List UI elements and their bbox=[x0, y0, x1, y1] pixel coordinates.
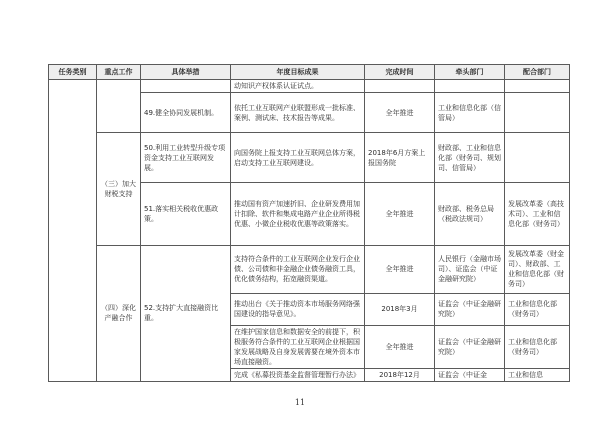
time-cell: 全年推进 bbox=[365, 325, 435, 368]
header-completion-time: 完成时间 bbox=[365, 65, 435, 80]
measure-cell: 51.落实相关税收优惠政策。 bbox=[141, 183, 231, 245]
header-specific-measures: 具体举措 bbox=[141, 65, 231, 80]
time-cell: 全年推进 bbox=[365, 93, 435, 133]
goal-cell: 支持符合条件的工业互联网企业发行企业债、公司债和非金融企业债务融资工具，优化债务结构，拓宽融资渠道。 bbox=[231, 245, 365, 293]
support-cell: 工业和信息化部（财务司） bbox=[505, 325, 570, 368]
support-cell bbox=[505, 80, 570, 93]
support-cell bbox=[505, 93, 570, 133]
lead-cell: 工业和信息化部（信管局） bbox=[435, 93, 505, 133]
measure-cell: 52.支持扩大直接融资比重。 bbox=[141, 245, 231, 381]
header-lead-department: 牵头部门 bbox=[435, 65, 505, 80]
header-annual-goal: 年度目标成果 bbox=[231, 65, 365, 80]
header-task-category: 任务类别 bbox=[49, 65, 97, 80]
key-work-cell: （四）深化产融合作 bbox=[97, 245, 141, 381]
lead-cell bbox=[435, 80, 505, 93]
goal-cell: 推动国有资产加速折旧、企业研发费用加计扣除、软件和集成电路产业企业所得税优惠、小微企业税收优惠等政策落实。 bbox=[231, 183, 365, 245]
time-cell: 2018年6月方案上报国务院 bbox=[365, 133, 435, 183]
support-cell: 发展改革委（财金司）、财政部、工业和信息化部（财务司） bbox=[505, 245, 570, 293]
key-work-cell: （三）加大财税支持 bbox=[97, 133, 141, 245]
goal-cell: 依托工业互联网产业联盟形成一批标准、案例、测试床、技术报告等成果。 bbox=[231, 93, 365, 133]
measure-cell bbox=[141, 80, 231, 93]
goal-cell: 动知识产权体系认证试点。 bbox=[231, 80, 365, 93]
measures-table bbox=[48, 64, 570, 382]
task-category-cell bbox=[49, 80, 97, 382]
lead-cell: 证监会（中证金 bbox=[435, 368, 505, 381]
time-cell bbox=[365, 80, 435, 93]
lead-cell: 证监会（中证金融研究院） bbox=[435, 325, 505, 368]
table-row bbox=[49, 245, 570, 293]
goal-cell: 推动出台《关于推动资本市场服务网络强国建设的指导意见》。 bbox=[231, 293, 365, 325]
time-cell: 2018年3月 bbox=[365, 293, 435, 325]
support-cell: 工业和信息 bbox=[505, 368, 570, 381]
goal-cell: 在维护国家信息和数据安全的前提下，积极服务符合条件的工业互联网企业根据国家发展战略及自身发展需要在境外资本市场直接融资。 bbox=[231, 325, 365, 368]
key-work-cell bbox=[97, 80, 141, 133]
header-row bbox=[49, 65, 570, 80]
goal-cell: 向国务院上报支持工业互联网总体方案，启动支持工业互联网建设。 bbox=[231, 133, 365, 183]
table-row bbox=[49, 133, 570, 183]
page-number: 11 bbox=[294, 398, 306, 407]
table-row bbox=[49, 80, 570, 93]
lead-cell: 财政部、工业和信息化部（财务司、规划司、信管局） bbox=[435, 133, 505, 183]
time-cell: 2018年12月 bbox=[365, 368, 435, 381]
lead-cell: 证监会（中证金融研究院） bbox=[435, 293, 505, 325]
time-cell: 全年推进 bbox=[365, 183, 435, 245]
header-support-department: 配合部门 bbox=[505, 65, 570, 80]
lead-cell: 人民银行（金融市场司）、证监会（中证金融研究院） bbox=[435, 245, 505, 293]
header-key-work: 重点工作 bbox=[97, 65, 141, 80]
support-cell: 发展改革委（高技术司）、工业和信息化部（财务司） bbox=[505, 183, 570, 245]
time-cell: 全年推进 bbox=[365, 245, 435, 293]
support-cell bbox=[505, 133, 570, 183]
support-cell: 工业和信息化部（财务司） bbox=[505, 293, 570, 325]
lead-cell: 财政部、税务总局（税政法规司） bbox=[435, 183, 505, 245]
goal-cell: 完成《私募投资基金监督管理暂行办法》 bbox=[231, 368, 365, 381]
measure-cell: 50.利用工业转型升级专项资金支持工业互联网发展。 bbox=[141, 133, 231, 183]
measure-cell: 49.健全协同发展机制。 bbox=[141, 93, 231, 133]
